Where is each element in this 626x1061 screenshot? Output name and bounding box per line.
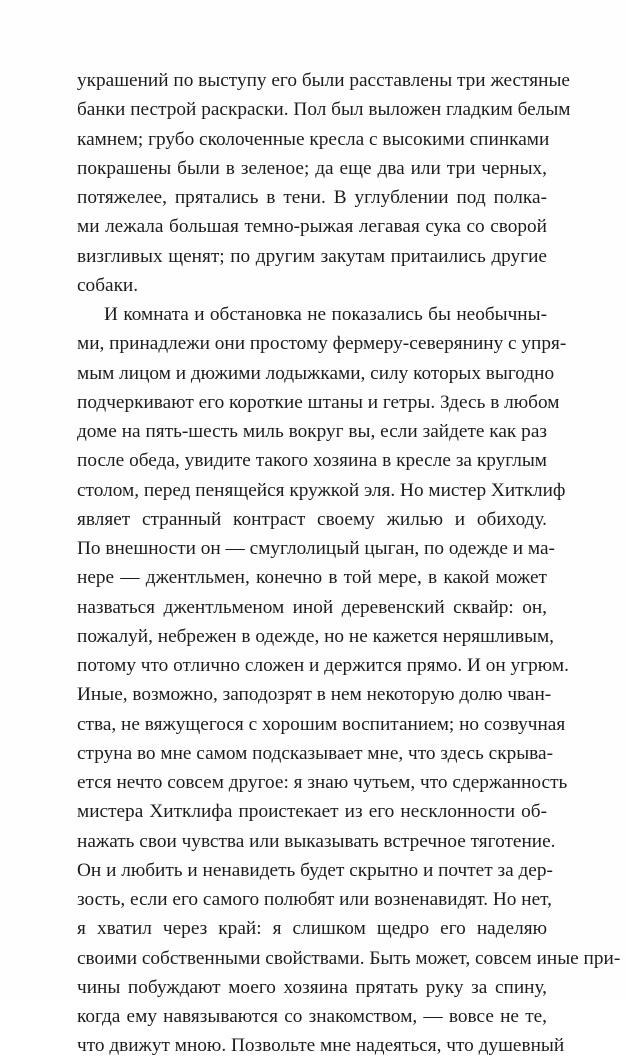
text-line: нажать свои чувства или выказывать встречное тяготение. — [77, 830, 556, 852]
text-line: потяжелее, прятались в тени. В углублении под полка- — [77, 187, 547, 208]
text-line: И комната и обстановка не показались бы необычны- — [104, 304, 547, 325]
text-line: пожалуй, небрежен в одежде, но не кажется неряшливым, — [77, 625, 555, 647]
text-line: банки пестрой раскраски. Пол был выложен гладким белым — [77, 99, 571, 121]
text-line: чины побуждают моего хозяина прятать руку за спину, — [77, 976, 547, 998]
text-line: украшений по выступу его были расставлены три жестяные — [77, 70, 570, 91]
text-line: столом, перед пенящейся кружкой эля. Но мистер Хитклиф — [77, 479, 566, 501]
text-line: ется нечто совсем другое: я знаю чутьем, что сдержанность — [77, 772, 568, 793]
text-line: собаки. — [77, 274, 139, 296]
text-line: По внешности он — смуглолицый цыган, по одежде и ма- — [77, 538, 555, 559]
text-line: являет странный контраст своему жилью и обиходу. — [77, 508, 547, 530]
text-line: Иные, возможно, заподозрят в нем некоторую долю чван- — [77, 684, 552, 706]
text-line: камнем; грубо сколоченные кресла с высокими спинками — [77, 128, 550, 150]
text-line: мистера Хитклифа проистекает из его несклонности об- — [77, 801, 547, 823]
text-line: покрашены были в зеленое; да еще два или три черных, — [77, 157, 547, 179]
text-line: струна во мне самом подсказывает мне, что здесь скрыва- — [77, 742, 553, 764]
text-line: зость, если его самого полюбят или возненавидят. Но нет, — [77, 889, 552, 910]
text-line: нере — джентльмен, конечно в той мере, в какой может — [77, 567, 547, 589]
text-line: Он и любить и ненавидеть будет скрытно и почтет за дер- — [77, 859, 553, 881]
text-line: после обеда, увидите такого хозяина в кресле за круглым — [77, 450, 547, 472]
text-line: ства, не вяжущегося с хорошим воспитанием; но созвучная — [77, 713, 566, 735]
text-line: ми, принадлежи они простому фермеру-северянину с упря- — [77, 333, 567, 355]
text-line: потому что отлично сложен и держится прямо. И он угрюм. — [77, 655, 569, 676]
text-line: своими собственными свойствами. Быть может, совсем иные при- — [77, 947, 621, 969]
text-line: мым лицом и дюжими лодыжками, силу которых выгодно — [77, 362, 555, 384]
text-line: когда ему навязываются со знакомством, — вовсе не те, — [77, 1006, 547, 1027]
text-line: что движут мною. Позвольте мне надеяться, что душевный — [77, 1035, 565, 1057]
body-text — [77, 66, 621, 1061]
text-line: я хватил через край: я слишком щедро его наделяю — [77, 918, 547, 940]
text-line: подчеркивают его короткие штаны и гетры. Здесь в любом — [77, 391, 560, 413]
text-line: назваться джентльменом иной деревенский сквайр: он, — [77, 596, 547, 618]
text-line: доме на пять-шесть миль вокруг вы, если зайдете как раз — [77, 421, 547, 442]
text-line: ми лежала большая темно-рыжая легавая сука со сворой — [77, 216, 547, 238]
text-line: визгливых щенят; по другим закутам притаились другие — [77, 245, 547, 267]
